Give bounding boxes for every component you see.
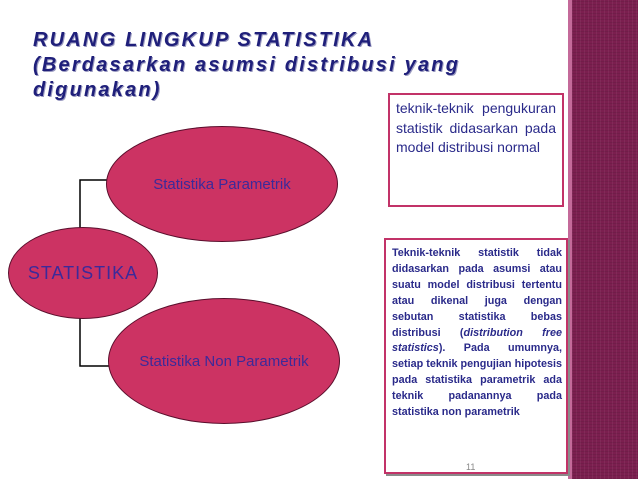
node-parametric — [106, 126, 338, 242]
title-line-3: digunakan) — [33, 79, 162, 101]
node-statistika-label: STATISTIKA — [27, 262, 139, 283]
nonparametric-description-box — [384, 238, 568, 474]
nonparametric-description-italic: distribution free statistics — [392, 326, 562, 355]
node-parametric-label: Statistika Parametrik — [153, 175, 291, 193]
nonparametric-description-part1: Teknik-teknik statistik tidak didasarkan pada asumsi atau suatu model distribusi tertentu atau dikenal juga dengan sebutan statistika bebas distribusi ( — [392, 247, 562, 339]
parametric-description: teknik-teknik pengukuran statistik didasarkan pada model distribusi normal — [396, 100, 556, 155]
node-nonparametric — [108, 298, 340, 424]
title-line-1: RUANG LINGKUP STATISTIKA — [33, 29, 375, 51]
parametric-description-box — [388, 93, 564, 207]
node-statistika — [8, 227, 158, 319]
page-number: 11 — [466, 462, 476, 472]
nonparametric-description-part2: ). Pada umumnya, setiap teknik pengujian hipotesis pada statistika parametrik ada teknik padanannya pada statistika non parametrik — [392, 342, 562, 419]
node-nonparametric-label: Statistika Non Parametrik — [139, 352, 309, 370]
title-line-2: (Berdasarkan asumsi distribusi yang — [33, 54, 461, 76]
